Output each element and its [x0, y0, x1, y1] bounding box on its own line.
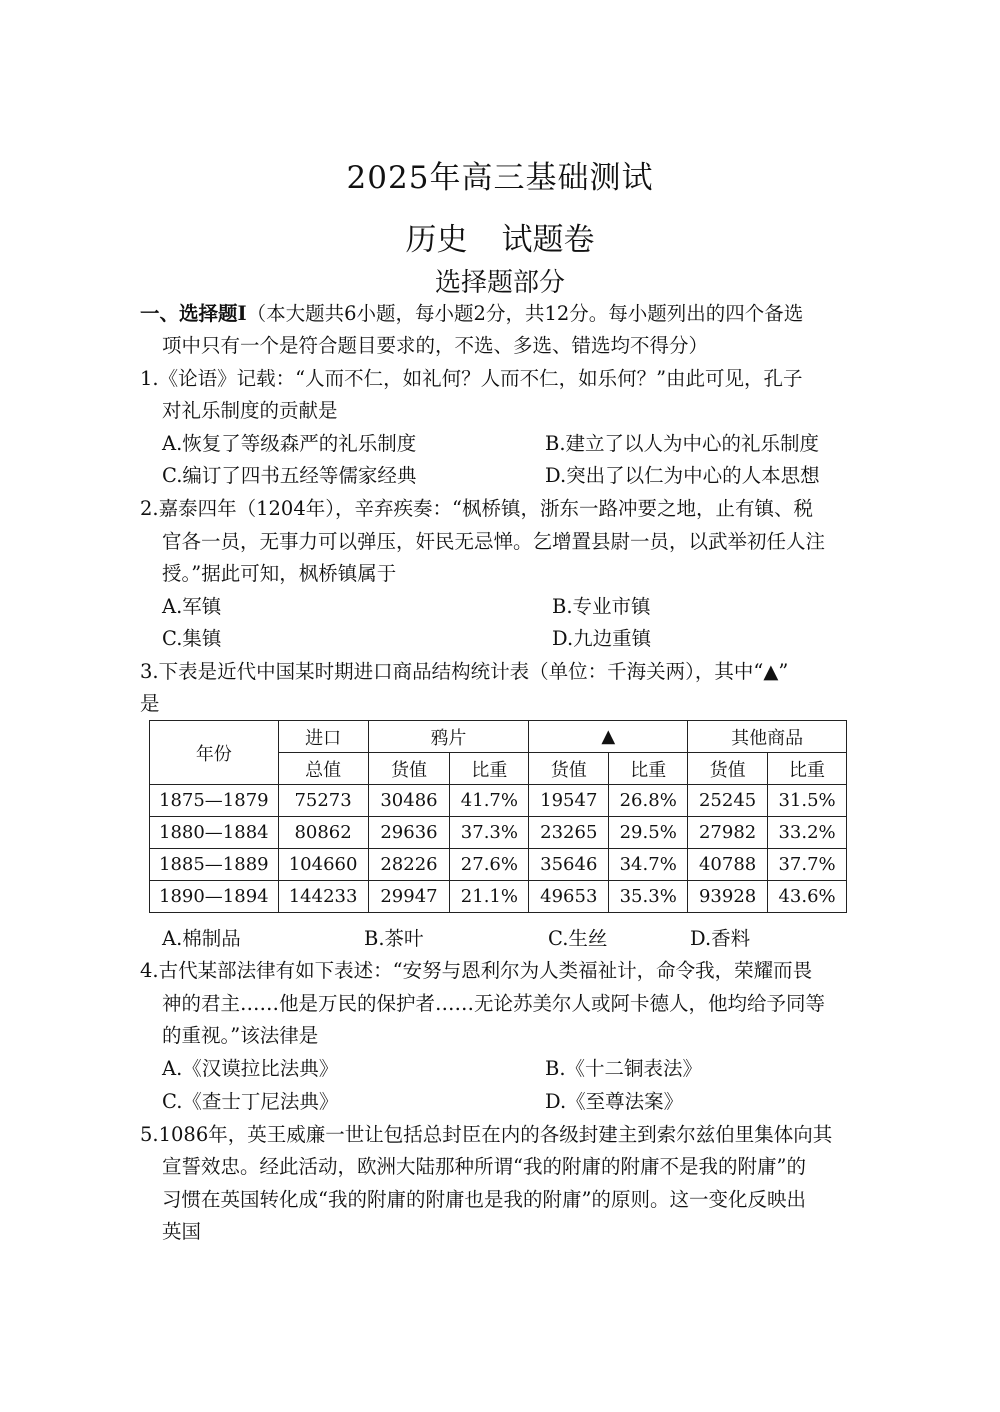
q1-option-c: C.编订了四书五经等儒家经典 — [162, 464, 417, 487]
q2-option-d: D.九边重镇 — [552, 627, 652, 650]
table-cell: 25245 — [688, 785, 768, 817]
q2-option-b: B.专业市镇 — [552, 595, 651, 618]
q4-option-a: A.《汉谟拉比法典》 — [162, 1057, 339, 1080]
q2-option-c: C.集镇 — [162, 627, 222, 650]
q2-stem-3: 授。”据此可知，枫桥镇属于 — [162, 562, 397, 585]
q2-stem-2: 官各一员，无事力可以弹压，奸民无忌惮。乞增置县尉一员，以武举初任人注 — [162, 530, 826, 553]
table-cell: 27982 — [688, 817, 768, 849]
q5-stem-3: 习惯在英国转化成“我的附庸的附庸也是我的附庸”的原则。这一变化反映出 — [162, 1188, 806, 1211]
header-other-value: 货值 — [688, 753, 768, 785]
header-year: 年份 — [150, 721, 279, 785]
table-cell: 28226 — [368, 849, 450, 881]
q5-stem-1: 5.1086年，英王威廉一世让包括总封臣在内的各级封建主到索尔兹伯里集体向其 — [140, 1123, 833, 1146]
table-cell: 34.7% — [609, 849, 688, 881]
import-structure-table — [149, 720, 847, 913]
table-cell: 21.1% — [450, 881, 529, 913]
q3-option-b: B.茶叶 — [364, 927, 424, 950]
table-cell: 40788 — [688, 849, 768, 881]
exam-title: 2025年高三基础测试 — [346, 160, 654, 196]
q4-stem-3: 的重视。”该法律是 — [162, 1024, 319, 1047]
q4-stem-1: 4.古代某部法律有如下表述：“安努与恩利尔为人类福祉计，命令我，荣耀而畏 — [140, 959, 813, 982]
q3-option-c: C.生丝 — [548, 927, 608, 950]
table-cell: 26.8% — [609, 785, 688, 817]
table-cell: 37.3% — [450, 817, 529, 849]
q4-stem-2: 神的君主……他是万民的保护者……无论苏美尔人或阿卡德人，他均给予同等 — [162, 992, 826, 1015]
q3-option-d: D.香料 — [690, 927, 751, 950]
q1-stem-2: 对礼乐制度的贡献是 — [162, 399, 338, 422]
q1-option-a: A.恢复了等级森严的礼乐制度 — [162, 432, 417, 455]
q2-option-a: A.军镇 — [162, 595, 222, 618]
table-cell: 27.6% — [450, 849, 529, 881]
section-label: 一、选择题Ⅰ — [140, 302, 247, 325]
exam-subtitle — [0, 214, 1000, 259]
q4-option-b: B.《十二铜表法》 — [545, 1057, 703, 1080]
table-cell: 75273 — [278, 785, 368, 817]
table-cell: 1890—1894 — [150, 881, 279, 913]
q5-stem-4: 英国 — [162, 1220, 202, 1243]
table-cell: 1880—1884 — [150, 817, 279, 849]
q3-option-a: A.棉制品 — [162, 927, 241, 950]
q4-option-d: D.《至尊法案》 — [545, 1090, 684, 1113]
table-cell: 29636 — [368, 817, 450, 849]
table-cell: 104660 — [278, 849, 368, 881]
table-row — [150, 849, 847, 881]
part-title: 选择题部分 — [434, 268, 565, 298]
table-cell: 1875—1879 — [150, 785, 279, 817]
header-other-goods: 其他商品 — [688, 721, 847, 753]
table-cell: 41.7% — [450, 785, 529, 817]
header-triangle-ratio: 比重 — [609, 753, 688, 785]
table-row — [150, 817, 847, 849]
table-row — [150, 881, 847, 913]
table-row — [150, 785, 847, 817]
q3-stem-2: 是 — [140, 692, 160, 715]
table-cell: 29.5% — [609, 817, 688, 849]
subject-label: 历史 — [405, 222, 468, 258]
section-desc-2: 项中只有一个是符合题目要求的，不选、多选、错选均不得分） — [162, 334, 709, 357]
table-cell: 80862 — [278, 817, 368, 849]
section-desc-1: （本大题共6小题，每小题2分，共12分。每小题列出的四个备选 — [246, 302, 804, 325]
header-opium-ratio: 比重 — [450, 753, 529, 785]
table-cell: 30486 — [368, 785, 450, 817]
table-cell: 31.5% — [768, 785, 847, 817]
q5-stem-2: 宣誓效忠。经此活动，欧洲大陆那种所谓“我的附庸的附庸不是我的附庸”的 — [162, 1155, 806, 1178]
q2-stem-1: 2.嘉泰四年（1204年），辛弃疾奏：“枫桥镇，浙东一路冲要之地，止有镇、税 — [140, 497, 813, 520]
table-cell: 19547 — [529, 785, 609, 817]
q4-option-c: C.《查士丁尼法典》 — [162, 1090, 339, 1113]
q1-stem-1: 1.《论语》记载：“人而不仁，如礼何？人而不仁，如乐何？”由此可见，孔子 — [140, 367, 803, 390]
table-cell: 35.3% — [609, 881, 688, 913]
paper-label: 试题卷 — [501, 222, 595, 258]
table-cell: 23265 — [529, 817, 609, 849]
section-heading — [140, 298, 870, 330]
table-cell: 33.2% — [768, 817, 847, 849]
table-cell: 144233 — [278, 881, 368, 913]
table-cell: 37.7% — [768, 849, 847, 881]
table-cell: 35646 — [529, 849, 609, 881]
table-cell: 29947 — [368, 881, 450, 913]
header-opium: 鸦片 — [368, 721, 529, 753]
table-cell: 93928 — [688, 881, 768, 913]
header-other-ratio: 比重 — [768, 753, 847, 785]
header-triangle: ▲ — [529, 721, 688, 753]
table-header-row — [150, 721, 847, 753]
header-import-bottom: 总值 — [278, 753, 368, 785]
table-cell: 43.6% — [768, 881, 847, 913]
q1-option-d: D.突出了以仁为中心的人本思想 — [545, 464, 820, 487]
header-opium-value: 货值 — [368, 753, 450, 785]
header-import-top: 进口 — [278, 721, 368, 753]
q3-stem-1: 3.下表是近代中国某时期进口商品结构统计表（单位：千海关两），其中“▲” — [140, 660, 789, 683]
q1-option-b: B.建立了以人为中心的礼乐制度 — [545, 432, 820, 455]
header-triangle-value: 货值 — [529, 753, 609, 785]
table-cell: 49653 — [529, 881, 609, 913]
table-cell: 1885—1889 — [150, 849, 279, 881]
